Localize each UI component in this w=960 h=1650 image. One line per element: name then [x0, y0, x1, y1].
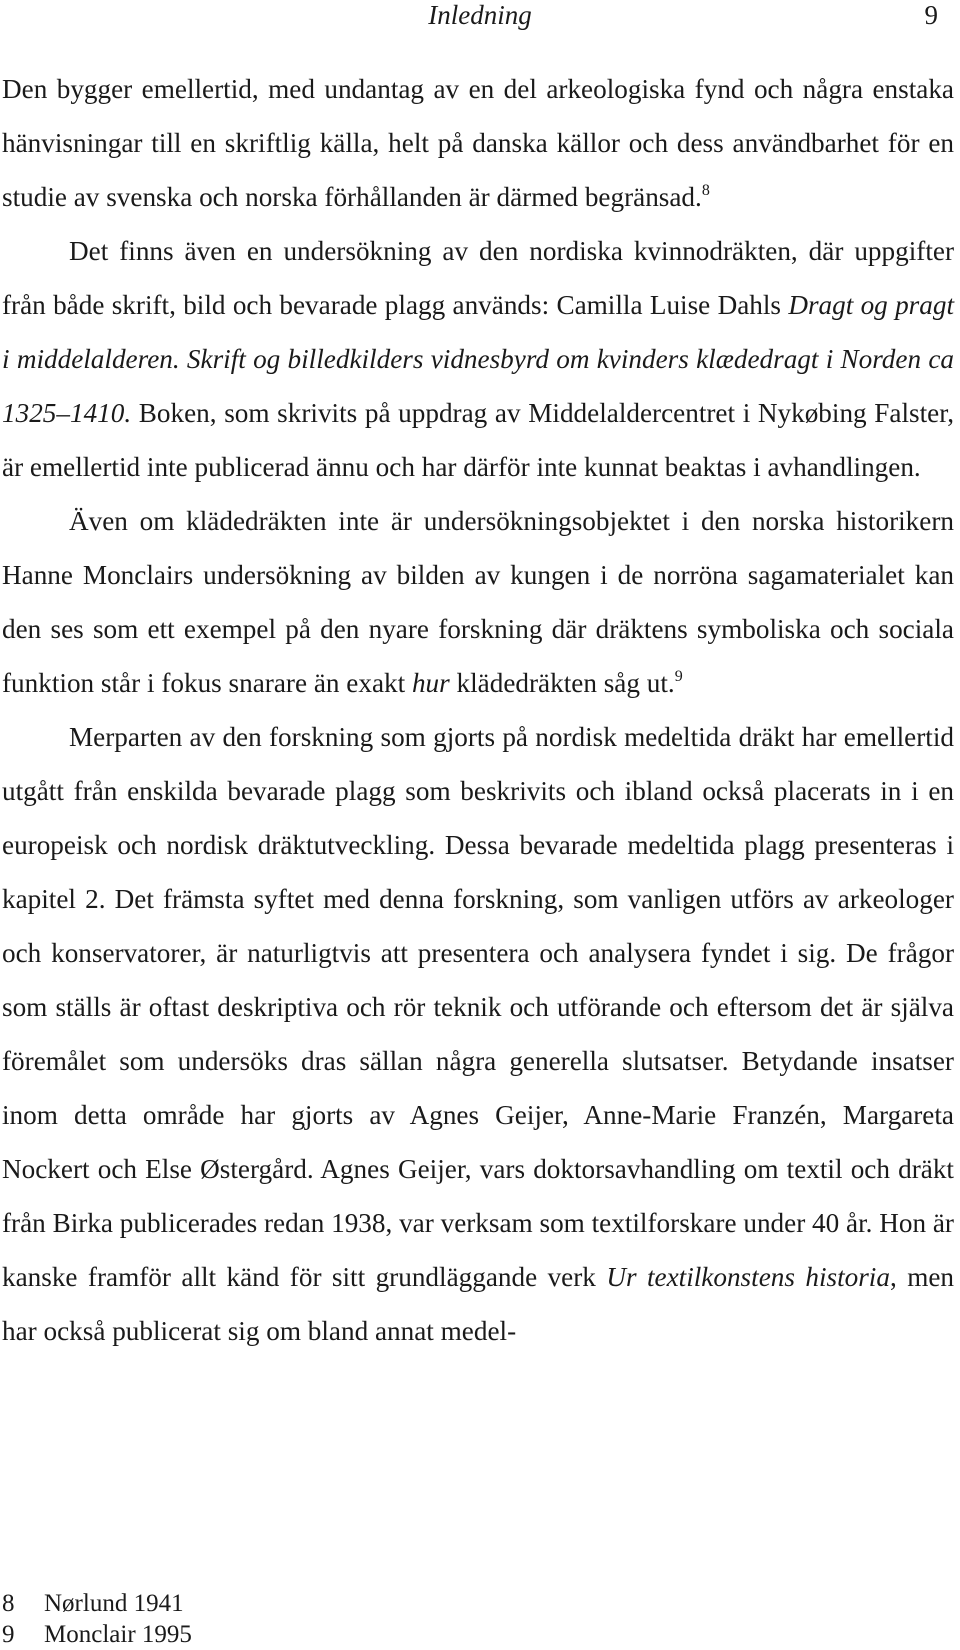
running-header [0, 0, 960, 34]
chapter-title: Inledning [428, 0, 532, 30]
footnote-text: Nørlund 1941 [44, 1590, 184, 1617]
paragraph [2, 62, 954, 224]
body-text [2, 62, 954, 1358]
footnote-number: 8 [2, 1590, 15, 1617]
text-run: Boken, som skrivits på uppdrag av Middelaldercentret i Nykøbing Falster, är emellertid inte publicerad ännu och har därför inte kunnat beaktas i avhandlingen. [2, 398, 954, 482]
footnote-number: 9 [2, 1621, 15, 1648]
text-run: Den bygger emellertid, med undantag av en del arkeologiska fynd och några enstaka hänvisningar till en skriftlig källa, helt på danska källor och dess användbarhet för en studie av svenska och norska förhållanden är därmed begränsad. [2, 74, 954, 212]
footnotes [2, 1588, 602, 1650]
text-run: Även om klädedräkten inte är undersökningsobjektet i den norska historikern Hanne Monclairs undersökning av bilden av kungen i de norröna sagamaterialet kan den ses som ett exempel på den nyare forskning där dräktens symboliska och sociala funktion står i fokus snarare än exakt [2, 506, 954, 698]
footnote [2, 1619, 602, 1650]
text-run: , men har också publicerat sig om bland annat medel- [2, 1262, 954, 1346]
text-run: Det finns även en undersökning av den nordiska kvinnodräkten, där uppgifter från både skrift, bild och bevarade plagg används: Camilla Luise Dahls [2, 236, 954, 320]
footnote-text: Monclair 1995 [44, 1621, 192, 1648]
book-title: Dragt og pragt i middelalderen. Skrift og billedkilders vidnesbyrd om kvinders klædedragt i Norden ca 1325–1410. [2, 290, 954, 428]
footnote-ref-9: 9 [674, 668, 683, 685]
footnote-ref-8: 8 [701, 182, 710, 199]
page-number: 9 [924, 0, 938, 30]
footnote [2, 1588, 602, 1619]
text-run: klädedräkten såg ut. [449, 668, 675, 698]
paragraph [2, 224, 954, 494]
text-run: Merparten av den forskning som gjorts på nordisk medeltida dräkt har emellertid utgått från enskilda bevarade plagg som beskrivits och ibland också placerats in i en europeisk och nordisk dräktutveckling. Dessa bevarade medeltida plagg presenteras i kapitel 2. Det främsta syftet med denna forskning, som vanligen utförs av arkeologer och konservatorer, är naturligtvis att presentera och analysera fyndet i sig. De frågor som ställs är oftast deskriptiva och rör teknik och utförande och eftersom det är själva föremålet som undersöks dras sällan några generella slutsatser. Betydande insatser inom detta område har gjorts av Agnes Geijer, Anne-Marie Franzén, Margareta Nockert och Else Østergård. Agnes Geijer, vars doktorsavhandling om textil och dräkt från Birka publicerades redan 1938, var verksam som textilforskare under 40 år. Hon är kanske framför allt känd för sitt grundläggande verk [2, 722, 954, 1292]
book-title: Ur textilkonstens historia [606, 1262, 890, 1292]
paragraph [2, 494, 954, 710]
emphasis: hur [411, 668, 450, 698]
paragraph [2, 710, 954, 1358]
